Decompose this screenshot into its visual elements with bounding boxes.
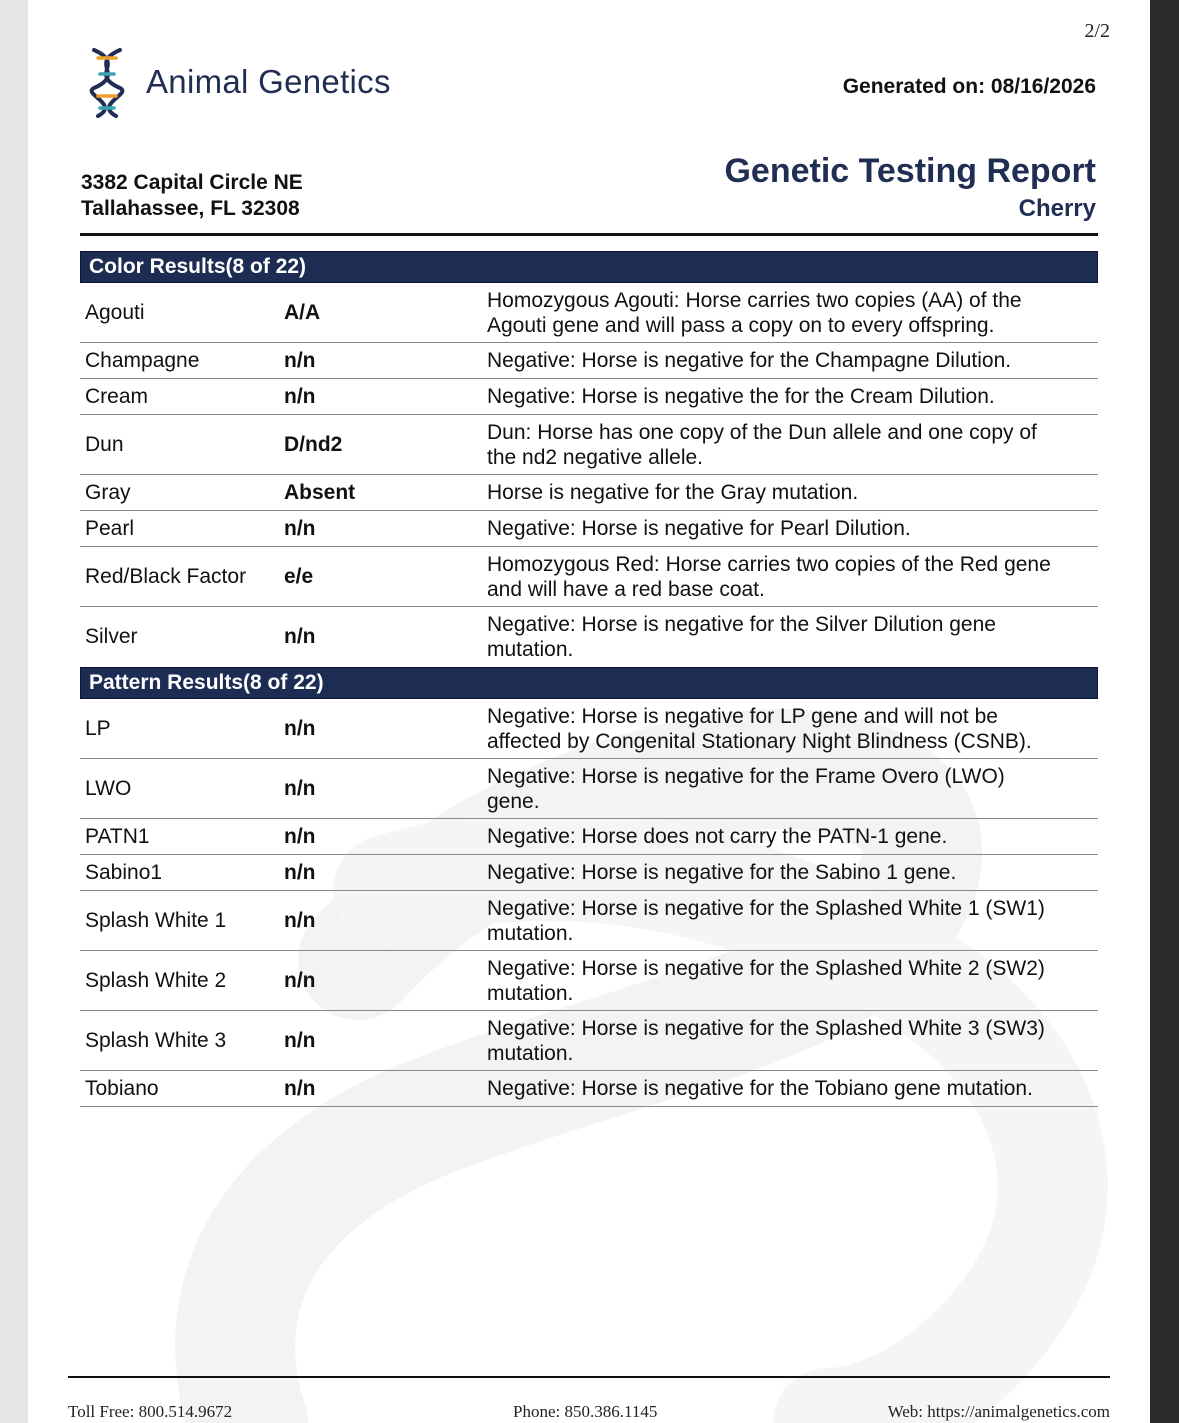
desc-line: Negative: Horse is negative for LP gene and will not be [487,704,998,728]
desc-line: mutation. [487,1041,574,1065]
gene-name: Red/Black Factor [85,564,247,588]
genotype: n/n [284,824,316,848]
table-row [80,855,1098,891]
genotype: n/n [284,908,316,932]
generated-date: Generated on: 08/16/2026 [842,75,1096,98]
gene-name: Tobiano [85,1076,159,1100]
page-number: 2/2 [1084,20,1110,42]
gene-name: Pearl [85,516,135,540]
desc-line: Negative: Horse is negative for the Splashed White 2 (SW2) [487,956,1045,980]
footer-divider [68,1376,1110,1378]
table-row [80,1071,1098,1107]
result-description [487,764,1098,814]
genotype: n/n [284,348,316,372]
desc-line: Dun: Horse has one copy of the Dun allele and one copy of [487,420,1037,444]
desc-line: Negative: Horse is negative for the Silver Dilution gene [487,613,996,636]
result-description: Negative: Horse does not carry the PATN-1 gene. [487,825,948,848]
genotype: n/n [284,716,316,740]
result-description: Negative: Horse is negative the for the Cream Dilution. [487,385,995,408]
table-row [80,1011,1098,1071]
footer-web-link[interactable]: Web: https://animalgenetics.com [887,1402,1110,1421]
address-line-2: Tallahassee, FL 32308 [81,197,300,220]
desc-line: mutation. [487,638,574,661]
report-subject: Cherry [1018,195,1096,222]
genotype: n/n [284,625,316,648]
desc-line: Agouti gene and will pass a copy on to every offspring. [487,313,995,337]
genotype: n/n [284,516,316,540]
lab-address [81,170,303,222]
result-description [487,552,1098,602]
result-description [487,896,1098,946]
gene-name: Agouti [85,300,145,324]
document-page [28,0,1150,1423]
desc-line: mutation. [487,921,574,945]
gene-name: Splash White 1 [85,908,227,932]
table-row [80,607,1098,667]
brand-logo [86,44,391,120]
address-line-1: 3382 Capital Circle NE [81,171,303,194]
gene-name: Sabino1 [85,860,163,884]
genotype: n/n [284,860,316,884]
dna-icon [86,44,128,120]
result-description: Negative: Horse is negative for the Sabino 1 gene. [487,861,957,884]
table-row [80,475,1098,511]
results-table [80,251,1098,1107]
result-description [487,420,1098,470]
desc-line: affected by Congenital Stationary Night Blindness (CSNB). [487,729,1032,753]
table-row [80,547,1098,607]
brand-name: Animal Genetics [146,63,391,100]
report-title: Genetic Testing Report [724,152,1096,190]
genotype: n/n [284,1028,316,1052]
desc-line: mutation. [487,981,574,1005]
gene-name: LWO [85,776,132,800]
table-row [80,415,1098,475]
viewer-left-margin [0,0,28,1423]
pattern-results-header: Pattern Results(8 of 22) [80,667,1098,699]
gene-name: Gray [85,480,131,504]
table-row [80,819,1098,855]
color-results-header: Color Results(8 of 22) [80,251,1098,283]
result-description [487,956,1098,1006]
header-divider [80,233,1098,236]
desc-line: Negative: Horse is negative for the Frame Overo (LWO) [487,764,1005,788]
footer-phone: Phone: 850.386.1145 [513,1402,658,1421]
gene-name: Champagne [85,348,200,372]
result-description [487,1016,1098,1066]
result-description [487,612,1098,662]
genotype: A/A [284,300,321,324]
gene-name: PATN1 [85,824,150,848]
desc-line: the nd2 negative allele. [487,445,703,469]
genotype: Absent [284,480,356,504]
table-row [80,759,1098,819]
result-description: Negative: Horse is negative for the Champagne Dilution. [487,349,1012,372]
desc-line: Homozygous Red: Horse carries two copies of the Red gene [487,552,1051,576]
footer-toll-free: Toll Free: 800.514.9672 [68,1402,233,1421]
gene-name: Cream [85,384,149,408]
viewer-scrollbar[interactable] [1150,0,1179,1423]
table-row [80,511,1098,547]
genotype: n/n [284,968,316,992]
desc-line: Homozygous Agouti: Horse carries two copies (AA) of the [487,288,1022,312]
desc-line: and will have a red base coat. [487,577,765,601]
gene-name: Silver [85,625,138,648]
genotype: e/e [284,564,314,588]
genotype: D/nd2 [284,432,343,456]
result-description: Negative: Horse is negative for the Tobiano gene mutation. [487,1077,1033,1100]
table-row [80,891,1098,951]
gene-name: Splash White 2 [85,968,227,992]
desc-line: gene. [487,789,540,813]
table-row [80,699,1098,759]
table-row [80,283,1098,343]
desc-line: Negative: Horse is negative for the Splashed White 3 (SW3) [487,1016,1045,1040]
genotype: n/n [284,1076,316,1100]
table-row [80,951,1098,1011]
gene-name: Dun [85,432,124,456]
result-description [487,288,1098,338]
gene-name: LP [85,716,111,740]
table-row [80,343,1098,379]
genotype: n/n [284,776,316,800]
desc-line: Negative: Horse is negative for the Splashed White 1 (SW1) [487,896,1045,920]
genotype: n/n [284,384,316,408]
result-description: Negative: Horse is negative for Pearl Dilution. [487,517,911,540]
result-description [487,704,1098,754]
gene-name: Splash White 3 [85,1028,227,1052]
result-description: Horse is negative for the Gray mutation. [487,481,859,504]
table-row [80,379,1098,415]
